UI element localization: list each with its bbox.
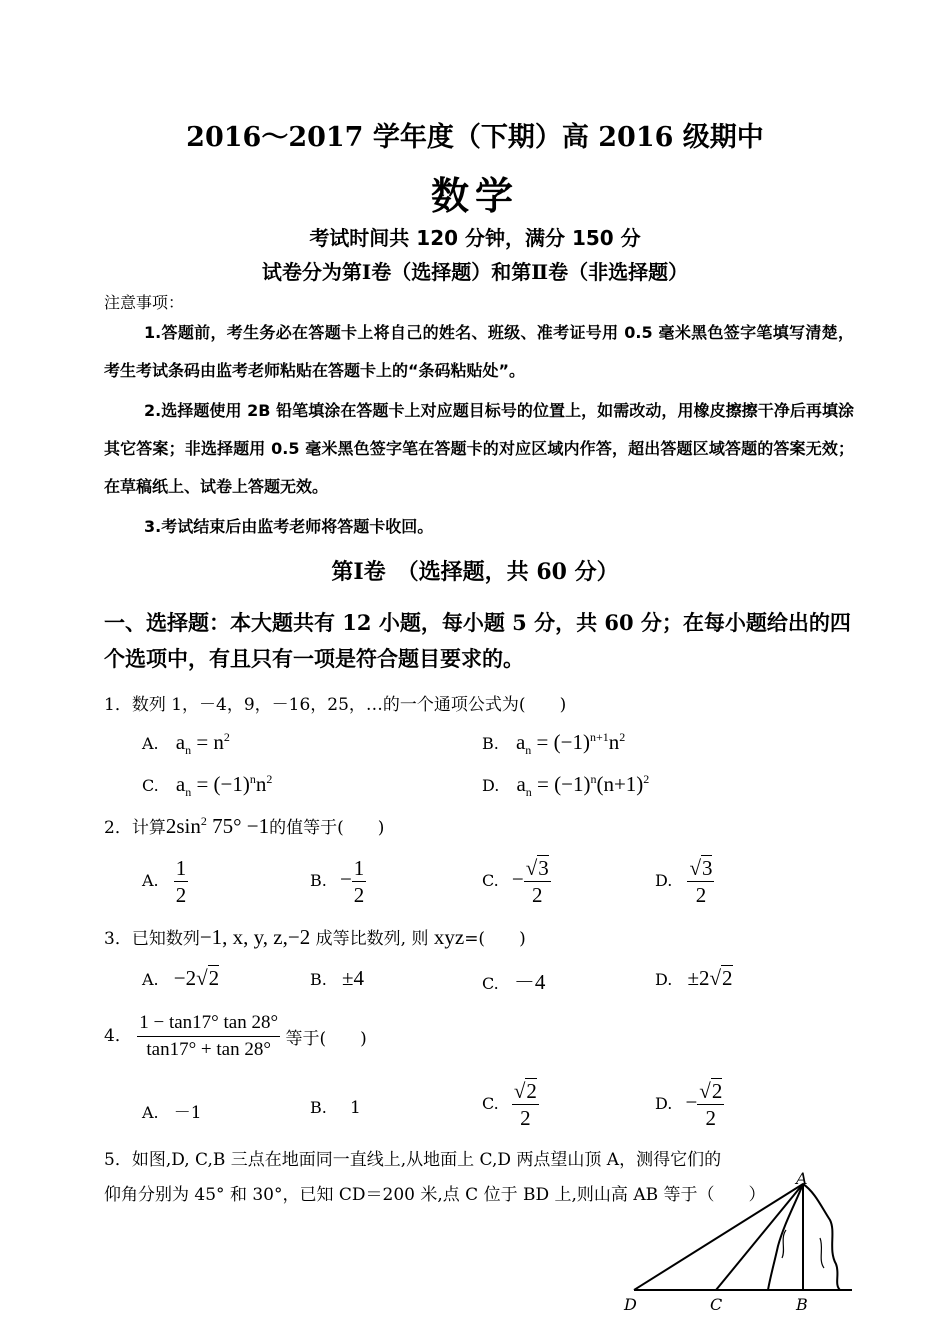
notice-heading: 注意事项：: [104, 293, 185, 312]
q4-option-a: A. －1: [142, 1103, 202, 1123]
q1-option-b: B. $a_n = (-1)^{n+1}n^2$: [482, 730, 626, 758]
section-title: 第Ⅰ卷 （选择题，共 60 分）: [331, 559, 619, 585]
q4-option-b: B. 1: [310, 1098, 361, 1118]
q3-stem: 3．已知数列−1, x, y, z,−2 成等比数列, 则 xyz=( ): [104, 925, 526, 949]
q2-option-a: A. $\frac{1}{2}$: [142, 856, 187, 907]
q1-option-c: C. $a_n = (-1)^nn^2$: [142, 772, 273, 800]
line-da: [634, 1184, 803, 1290]
time-info: 考试时间共 120 分钟，满分 150 分: [309, 226, 641, 250]
q2-option-b: B. − $\frac{1}{2}$: [310, 856, 365, 907]
q4-option-c: C. $\frac{√2}{2}$: [482, 1079, 537, 1130]
q3-option-a: A. −2√2: [142, 966, 220, 990]
q1-stem: 1．数列 1，－4，9，－16，25，…的一个通项公式为( ): [104, 695, 567, 715]
mountain-left-edge: [768, 1184, 803, 1290]
q5-line-1: 5．如图,D, C,B 三点在地面同一直线上,从地面上 C,D 两点望山顶 A，测得它们的: [104, 1150, 722, 1170]
q1-option-a: A. $a_n = n^2$: [142, 730, 230, 758]
label-b: B: [796, 1295, 808, 1314]
label-c: C: [710, 1295, 723, 1314]
q5-line-2: 仰角分别为 45° 和 30°，已知 CD＝200 米,点 C 位于 BD 上,则山高 AB 等于（ ）: [104, 1185, 766, 1205]
q2-option-d: D. $\frac{√3}{2}$: [655, 856, 713, 907]
parts-info: 试卷分为第Ⅰ卷（选择题）和第Ⅱ卷（非选择题）: [261, 260, 689, 284]
exam-title: 2016～2017 学年度（下期）高 2016 级期中: [186, 122, 764, 153]
q3-option-d: D. ±2√2: [655, 966, 733, 990]
notice-item-3: 3.考试结束后由监考老师将答题卡收回。: [144, 517, 434, 536]
q3-option-b: B. ±4: [310, 966, 364, 990]
mountain-right-edge: [803, 1184, 840, 1290]
q4-option-d: D. − $\frac{√2}{2}$: [655, 1079, 723, 1130]
notice-item-1: 1.答题前，考生务必在答题卡上将自己的姓名、班级、准考证号用 0.5 毫米黑色签字笔填写清楚，考生考试条码由监考老师粘贴在答题卡上的“条码粘贴处”。: [104, 323, 854, 380]
line-ca: [716, 1184, 803, 1290]
q4-stem: 4． $\frac{1 - \tan 17^\circ \tan 28^\circ}{\tan 17^\circ + \tan 28^\circ}$ 等于( ): [104, 1012, 367, 1060]
notice-item-2: 2.选择题使用 2B 铅笔填涂在答题卡上对应题目标号的位置上，如需改动，用橡皮擦擦干净后再填涂其它答案；非选择题用 0.5 毫米黑色签字笔在答题卡的对应区域内作答，超出答题区域答题的答案无效；在草稿纸上、试卷上答题无效。: [104, 401, 854, 496]
label-d: D: [624, 1295, 637, 1314]
q2-stem: 2．计算$2\sin^2$ 75° −1的值等于( ): [104, 814, 385, 838]
subject-title: 数学: [430, 173, 519, 218]
part-title: 一、选择题：本大题共有 12 小题，每小题 5 分，共 60 分；在每小题给出的四个选项中，有且只有一项是符合题目要求的。: [104, 610, 851, 671]
q2-option-c: C. − $\frac{√3}{2}$: [482, 856, 549, 907]
q3-option-c: C. －4: [482, 970, 546, 994]
mountain-figure: [610, 1168, 870, 1318]
label-a: A: [796, 1169, 808, 1188]
q1-option-d: D. $a_n = (-1)^n(n+1)^2$: [482, 772, 650, 800]
